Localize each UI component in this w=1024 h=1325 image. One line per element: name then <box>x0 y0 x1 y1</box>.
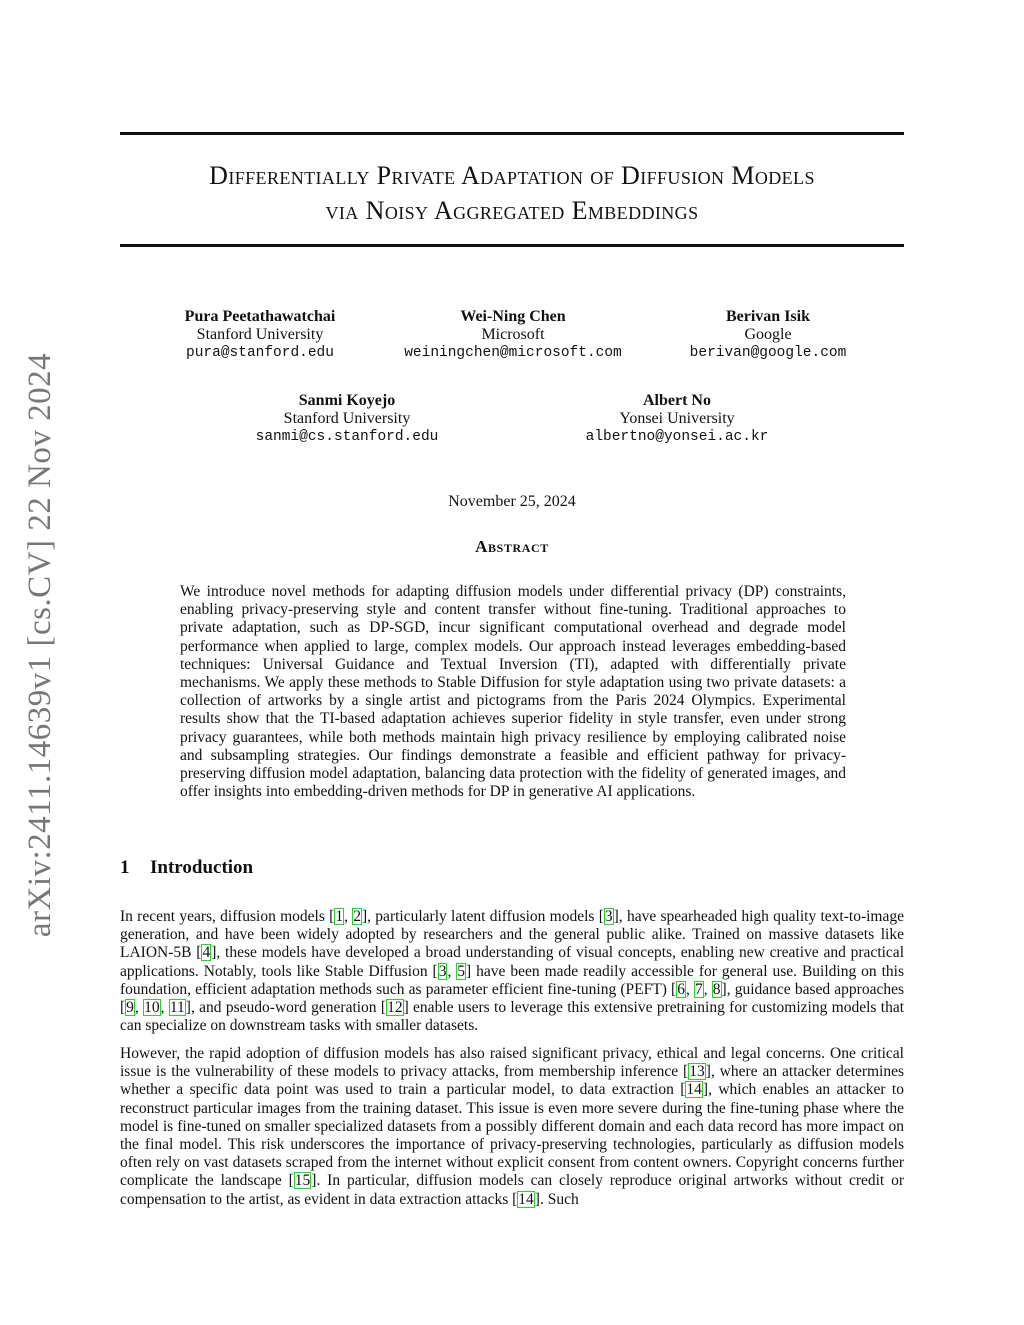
paragraph-text: , <box>685 980 694 998</box>
paragraph-text: , <box>703 980 712 998</box>
title-line-2 <box>120 193 904 228</box>
paragraph-text: ], have spearheaded high quality text-to-image generation, and have been widely adopted by researchers and the general public alike. Trained on massive datasets like LAION-5B [ <box>120 908 904 962</box>
abstract-text: We introduce novel methods for adapting diffusion models under differential privacy (DP) constraints, enabling privacy-preserving style and content transfer without fine-tuning. Traditional approaches to private adaptation, such as DP-SGD, incur significant computational overhead and degrade model performance when applied to large, complex models. Our approach instead leverages embedding-based techniques: Universal Guidance and Textual Inversion (TI), adapted with differentially private mechanisms. We apply these methods to Stable Diffusion for style adaptation using two private datasets: a collection of artworks by a single artist and pictograms from the Paris 2024 Olympics. Experimental results show that the TI-based adaptation achieves superior fidelity in style transfer, even under strong privacy guarantees, while both methods maintain high privacy resilience by employing calibrated noise and subsampling strategies. Our findings demonstrate a feasible and efficient pathway for privacy-preserving diffusion model adaptation, balancing data protection with the fidelity of generated images, and offer insights into embedding-driven methods for DP in generative AI applications. <box>180 583 846 801</box>
author-name: Berivan Isik <box>725 308 810 325</box>
title-smallcaps: rivate <box>391 161 456 190</box>
title-bottom-rule <box>120 244 904 247</box>
citation-link[interactable]: 6 <box>677 980 685 998</box>
citation-link[interactable]: 1 <box>335 908 344 925</box>
title-line-1 <box>120 158 904 193</box>
citation-link[interactable]: 7 <box>695 980 703 998</box>
section-heading <box>120 857 253 879</box>
citation-link[interactable]: 3 <box>604 908 613 925</box>
title-capital: A <box>433 196 454 225</box>
abstract-heading: Abstract <box>475 537 549 556</box>
author-affiliation: Stanford University <box>283 410 411 427</box>
paragraph-text: However, the rapid adoption of diffusion models has also raised significant privacy, ethical and legal concerns. One critical issue is the vulnerability of these models to privacy attacks, from membership inference [ <box>120 1045 904 1081</box>
author-email[interactable]: berivan@google.com <box>689 345 847 361</box>
title-capital: M <box>731 161 755 190</box>
title-word <box>572 196 699 225</box>
citation-link[interactable]: 14 <box>518 1190 534 1208</box>
title-smallcaps: daptation of <box>480 161 615 190</box>
author-name: Pura Peetathawatchai <box>184 308 336 325</box>
paper-date: November 25, 2024 <box>448 493 576 510</box>
author-affiliation: Microsoft <box>481 326 545 343</box>
author-block <box>160 308 360 362</box>
citation-link[interactable]: 12 <box>387 999 403 1017</box>
citation-link[interactable]: 13 <box>689 1063 705 1081</box>
author-name: Albert No <box>643 392 711 409</box>
section-number: 1 <box>120 857 130 878</box>
author-block <box>574 392 780 446</box>
author-email[interactable]: weiningchen@microsoft.com <box>404 345 622 361</box>
body-paragraph <box>120 908 904 1035</box>
title-smallcaps: ifferentially <box>228 161 370 190</box>
citation-link[interactable]: 8 <box>712 980 721 998</box>
title-smallcaps: iffusion <box>640 161 725 190</box>
citation-link[interactable]: 10 <box>144 999 160 1017</box>
paper-title <box>120 158 904 228</box>
author-name: Sanmi Koyejo <box>298 392 396 409</box>
title-capital: E <box>571 196 588 225</box>
title-top-rule <box>120 132 904 135</box>
paragraph-text: ], particularly latent diffusion models [ <box>362 908 604 925</box>
paragraph-text: ]. Such <box>534 1190 579 1208</box>
title-capital: N <box>365 196 385 225</box>
body-paragraph <box>120 1045 904 1209</box>
paragraph-text: , <box>447 962 457 980</box>
citation-link[interactable]: 14 <box>686 1081 702 1099</box>
title-word <box>366 196 429 225</box>
arxiv-identifier: arXiv:2411.14639v1 [cs.CV] 22 Nov 2024 <box>22 352 58 938</box>
section-title: Introduction <box>150 857 254 878</box>
author-email[interactable]: pura@stanford.edu <box>186 345 334 361</box>
title-word <box>326 196 359 225</box>
author-email[interactable]: sanmi@cs.stanford.edu <box>255 429 439 445</box>
author-block <box>246 392 448 446</box>
paragraph-text: ], guidance based approaches [ <box>120 980 905 1017</box>
author-email[interactable]: albertno@yonsei.ac.kr <box>585 429 769 445</box>
paragraph-text: ], where an attacker determines whether a specific data point was used to train a particular model, to data extraction [ <box>120 1063 905 1099</box>
paragraph-text: , <box>134 999 144 1017</box>
title-smallcaps: odels <box>754 161 815 190</box>
paragraph-text: ], these models have developed a broad understanding of visual concepts, enabling new creative and practical applications. Notably, tools like Stable Diffusion [ <box>120 944 904 980</box>
citation-link[interactable]: 11 <box>169 999 185 1017</box>
author-block <box>390 308 636 362</box>
author-affiliation: Google <box>744 326 792 343</box>
title-word <box>377 161 456 190</box>
citation-link[interactable]: 3 <box>438 962 447 980</box>
paragraph-text: ]. In particular, diffusion models can closely reproduce original artworks without credit or compensation to the artist, as evident in data extraction attacks [ <box>120 1172 904 1208</box>
paragraph-text: ], and pseudo-word generation [ <box>185 999 387 1017</box>
title-word <box>621 161 724 190</box>
title-word <box>209 161 370 190</box>
author-name: Wei-Ning Chen <box>460 308 566 325</box>
title-smallcaps: via <box>325 196 359 225</box>
citation-link[interactable]: 2 <box>353 908 361 925</box>
title-smallcaps: ggregated <box>453 196 565 225</box>
paragraph-text: , <box>160 999 169 1017</box>
title-smallcaps: mbeddings <box>587 196 699 225</box>
paragraph-text: ] have been made readily accessible for general use. Building on this foundation, efficient adaptation methods such as parameter efficient fine-tuning (PEFT) [ <box>120 962 904 998</box>
title-capital: A <box>461 161 481 190</box>
title-smallcaps: oisy <box>384 196 429 225</box>
citation-link[interactable]: 5 <box>457 962 466 980</box>
paragraph-text: In recent years, diffusion models [ <box>120 908 335 925</box>
title-capital: D <box>621 161 641 190</box>
paragraph-text: , <box>344 908 353 925</box>
paragraph-text: ], which enables an attacker to reconstruct particular images from the training dataset. This issue is even more severe during the fine-tuning phase where the model is fine-tuned on smaller specialized datasets from a possibly different domain and each data record has more impact on the final model. This risk underscores the importance of privacy-preserving technologies, particularly as diffusion models often rely on vast datasets scraped from the internet without explicit consent from content owners. Copyright concerns further complicate the landscape [ <box>120 1081 904 1190</box>
title-word <box>731 161 815 190</box>
title-word <box>461 161 614 190</box>
author-block <box>676 308 860 362</box>
citation-link[interactable]: 4 <box>202 944 211 962</box>
citation-link[interactable]: 9 <box>126 999 134 1017</box>
author-affiliation: Yonsei University <box>619 410 735 427</box>
author-affiliation: Stanford University <box>196 326 324 343</box>
paragraph-text: ] enable users to leverage this extensive pretraining for customizing models that can specialize on downstream tasks with smaller datasets. <box>120 999 905 1035</box>
title-capital: P <box>376 161 392 190</box>
title-capital: D <box>209 161 229 190</box>
title-word <box>434 196 565 225</box>
citation-link[interactable]: 15 <box>294 1172 311 1190</box>
